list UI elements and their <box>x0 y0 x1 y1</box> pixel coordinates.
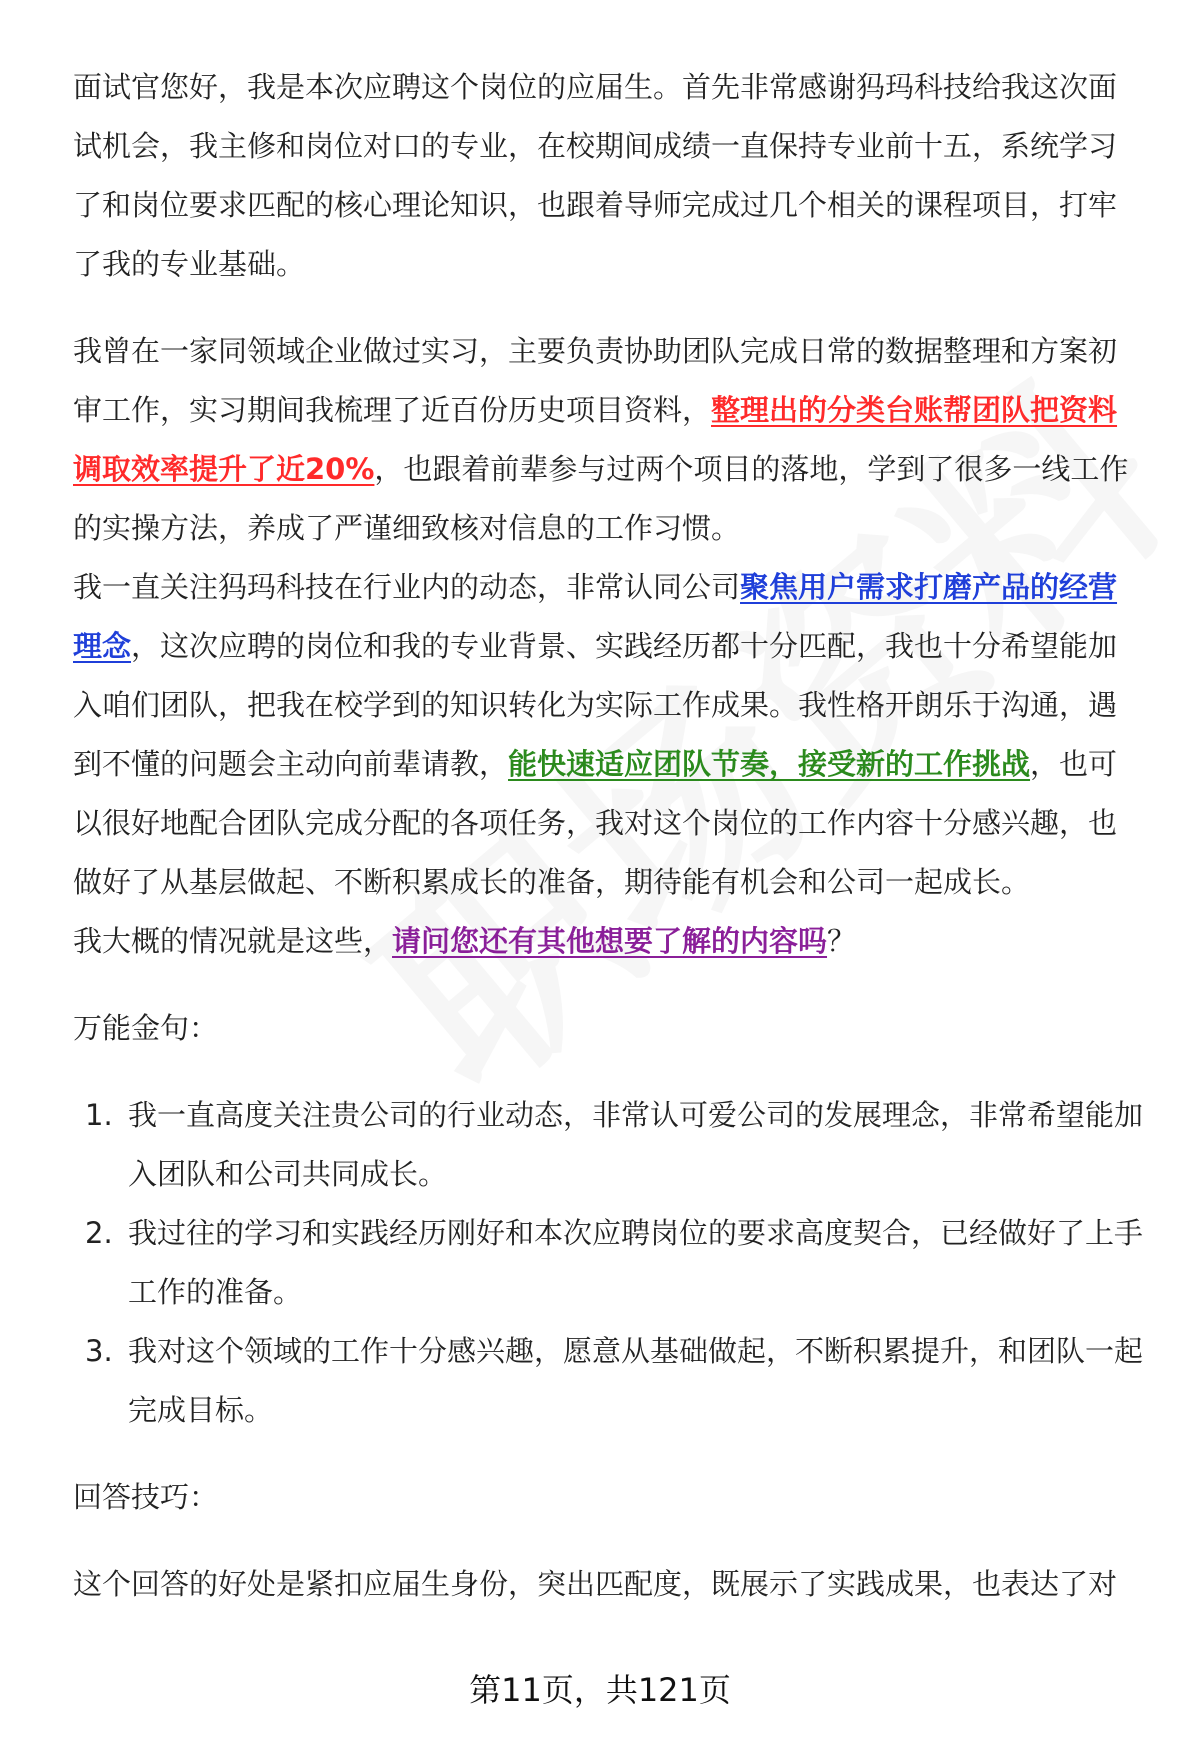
list-item-number: 1. <box>85 1098 113 1132</box>
intro-paragraph-1: 面试官您好，我是本次应聘这个岗位的应届生。首先非常感谢犸玛科技给我这次面试机会，我主修和岗位对口的专业，在校期间成绩一直保持专业前十五，系统学习了和岗位要求匹配的核心理论知识，也跟着导师完成过几个相关的课程项目，打牢了我的专业基础。 <box>73 70 1118 281</box>
highlight-adaptability: 能快速适应团队节奏，接受新的工作挑战 <box>508 747 1031 781</box>
intro-p4-text-a: 我大概的情况就是这些， <box>73 924 393 958</box>
golden-sentences-list <box>73 1086 1143 1440</box>
highlight-business-philosophy: 聚焦用户需求打磨产品的经营理念 <box>73 570 1118 663</box>
golden-sentences-heading: 万能金句： <box>73 1011 219 1045</box>
document-body <box>73 58 1143 1614</box>
intro-p3-text-b: ，这次应聘的岗位和我的专业背景、实践经历都十分匹配，我也十分希望能加入咱们团队，把我在校学到的知识转化为实际工作成果。我性格开朗乐于沟通，遇到不懂的问题会主动向前辈请教， <box>73 629 1118 781</box>
list-item <box>73 1204 1143 1322</box>
intro-p3-text-c: ，也可以很好地配合团队完成分配的各项任务，我对这个岗位的工作内容十分感兴趣，也做好了从基层做起、不断积累成长的准备，期待能有机会和公司一起成长。 <box>73 747 1118 899</box>
intro-paragraph-2 <box>73 322 1143 558</box>
list-item-number: 3. <box>85 1334 113 1368</box>
list-item-text: 我对这个领域的工作十分感兴趣，愿意从基础做起，不断积累提升，和团队一起完成目标。 <box>128 1334 1144 1427</box>
list-item-number: 2. <box>85 1216 113 1250</box>
intro-paragraph-4 <box>73 912 1143 971</box>
page-number: 第11页，共121页 <box>469 1671 731 1709</box>
intro-p3-text-a: 我一直关注犸玛科技在行业内的动态，非常认同公司 <box>73 570 741 604</box>
intro-paragraph-3 <box>73 558 1143 912</box>
intro-p2-text-b: ，也跟着前辈参与过两个项目的落地，学到了很多一线工作的实操方法，养成了严谨细致核对信息的工作习惯。 <box>73 452 1129 545</box>
highlight-efficiency: 整理出的分类台账帮团队把资料调取效率提升了近20% <box>73 393 1118 486</box>
list-item-text: 我一直高度关注贵公司的行业动态，非常认可爱公司的发展理念，非常希望能加入团队和公司共同成长。 <box>128 1098 1144 1191</box>
answer-tips-text: 这个回答的好处是紧扣应届生身份，突出匹配度，既展示了实践成果，也表达了对 <box>73 1567 1118 1601</box>
intro-p2-text-a: 我曾在一家同领域企业做过实习，主要负责协助团队完成日常的数据整理和方案初审工作，实习期间我梳理了近百份历史项目资料， <box>73 334 1118 427</box>
intro-p4-text-b: ？ <box>827 924 857 958</box>
list-item <box>73 1086 1143 1204</box>
answer-tips-heading: 回答技巧： <box>73 1480 219 1514</box>
list-item <box>73 1322 1143 1440</box>
list-item-text: 我过往的学习和实践经历刚好和本次应聘岗位的要求高度契合，已经做好了上手工作的准备。 <box>128 1216 1144 1309</box>
highlight-closing-question: 请问您还有其他想要了解的内容吗 <box>392 924 828 958</box>
